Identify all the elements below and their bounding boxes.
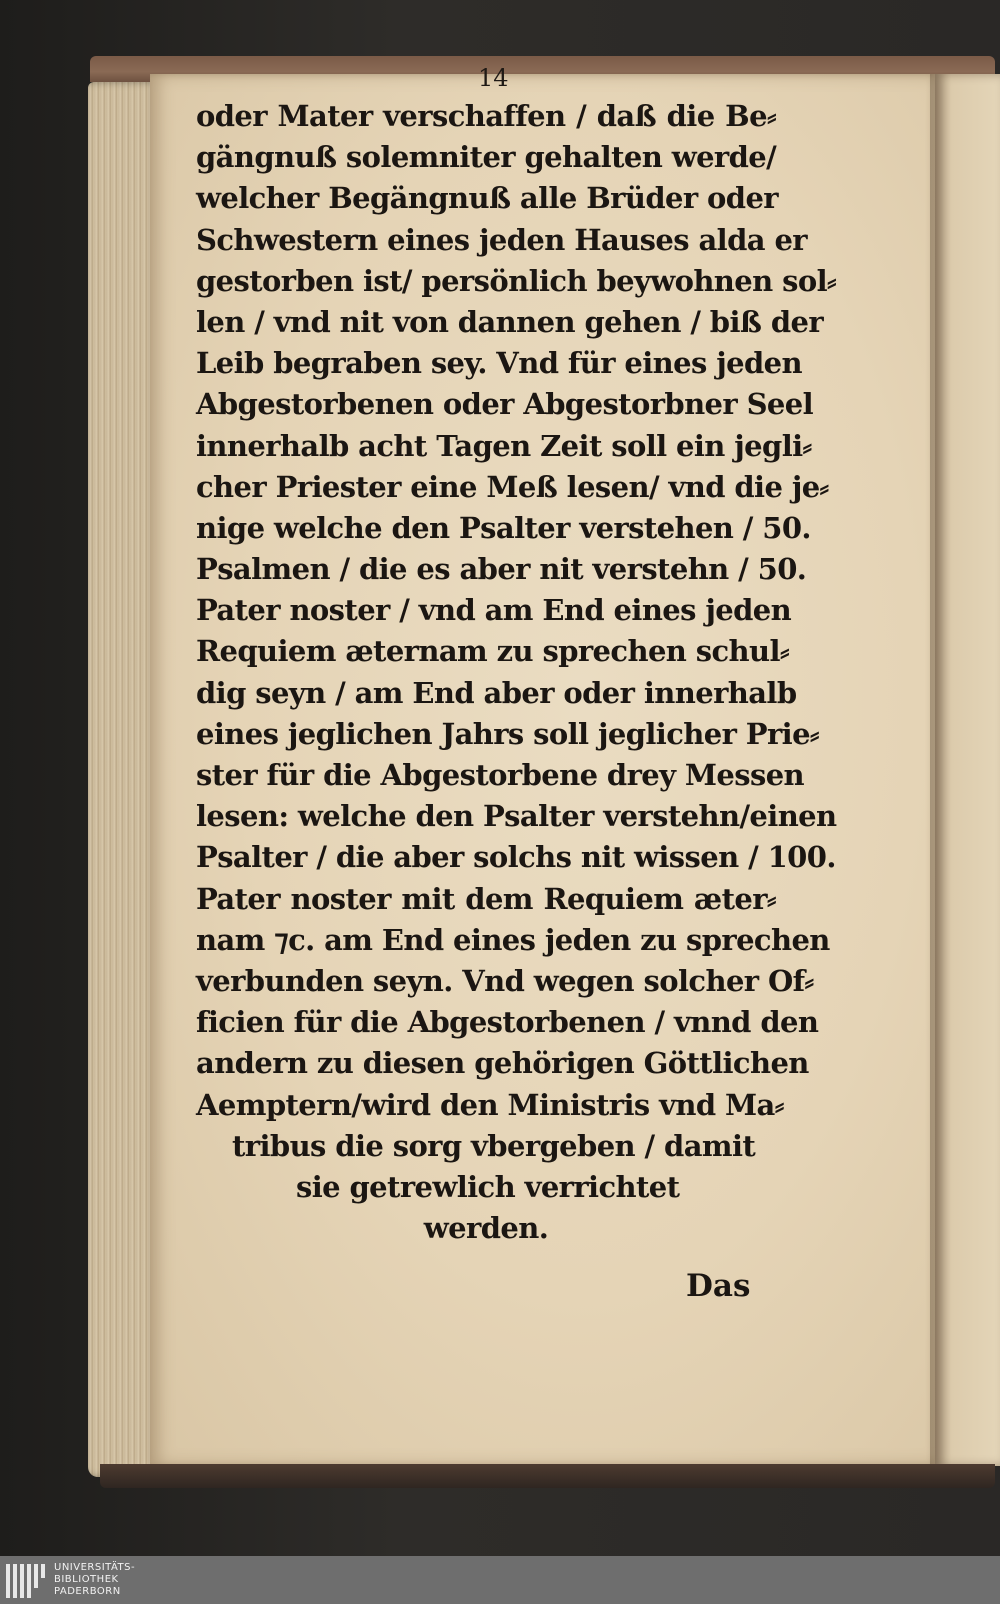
library-name-line: UNIVERSITÄTS- bbox=[54, 1562, 136, 1573]
text-line: gestorben ist/ persönlich beywohnen sol⸗ bbox=[196, 263, 837, 298]
text-line: welcher Begängnuß alle Brüder oder bbox=[196, 181, 778, 216]
page-edges bbox=[88, 82, 158, 1477]
library-name-line: BIBLIOTHEK bbox=[54, 1574, 119, 1585]
text-line: Aemptern/wird den Ministris vnd Ma⸗ bbox=[196, 1087, 784, 1122]
page-text bbox=[196, 96, 837, 1249]
text-line: lesen: welche den Psalter verstehn/einen bbox=[196, 799, 837, 834]
text-line: len / vnd nit von dannen gehen / biß der bbox=[196, 304, 824, 339]
text-line: oder Mater verschaffen / daß die Be⸗ bbox=[196, 99, 776, 133]
library-footer-bar bbox=[0, 1556, 1000, 1604]
text-line: Schwestern eines jeden Hauses alda er bbox=[196, 222, 807, 257]
text-line: sie getrewlich verrichtet bbox=[296, 1169, 680, 1204]
page-number: 14 bbox=[478, 64, 509, 92]
text-line: dig seyn / am End aber oder innerhalb bbox=[196, 675, 797, 710]
text-line: tribus die sorg vbergeben / damit bbox=[232, 1128, 756, 1163]
text-line: Requiem æternam zu sprechen schul⸗ bbox=[196, 634, 790, 669]
text-line: ficien für die Abgestorbenen / vnnd den bbox=[196, 1005, 819, 1040]
text-line: cher Priester eine Meß lesen/ vnd die je⸗ bbox=[196, 469, 829, 504]
library-name-line: PADERBORN bbox=[54, 1586, 121, 1597]
text-line: nam ⁊c. am End eines jeden zu sprechen bbox=[196, 922, 830, 957]
book-cover-bottom-edge bbox=[100, 1464, 995, 1488]
text-line: gängnuß solemniter gehalten werde/ bbox=[196, 140, 777, 175]
text-line: werden. bbox=[423, 1211, 549, 1246]
text-line: Pater noster / vnd am End eines jeden bbox=[196, 593, 792, 628]
text-line: Psalmen / die es aber nit verstehn / 50. bbox=[196, 552, 807, 587]
text-line: eines jeglichen Jahrs soll jeglicher Prie⸗ bbox=[196, 716, 819, 751]
text-line: Psalter / die aber solchs nit wissen / 100. bbox=[196, 840, 836, 875]
text-line: andern zu diesen gehörigen Göttlichen bbox=[196, 1046, 809, 1081]
text-line: innerhalb acht Tagen Zeit soll ein jegli⸗ bbox=[196, 428, 812, 463]
text-line: verbunden seyn. Vnd wegen solcher Of⸗ bbox=[196, 963, 814, 998]
text-line: ster für die Abgestorbene drey Messen bbox=[196, 758, 805, 792]
library-logo-icon bbox=[6, 1564, 46, 1598]
text-line: Abgestorbenen oder Abgestorbner Seel bbox=[196, 387, 814, 422]
facing-page-edge bbox=[935, 74, 1000, 1466]
text-line: nige welche den Psalter verstehen / 50. bbox=[196, 510, 811, 545]
catchword: Das bbox=[686, 1268, 751, 1304]
text-line: Pater noster mit dem Requiem æter⸗ bbox=[196, 881, 776, 916]
library-name bbox=[54, 1562, 135, 1598]
text-line: Leib begraben sey. Vnd für eines jeden bbox=[196, 346, 802, 381]
